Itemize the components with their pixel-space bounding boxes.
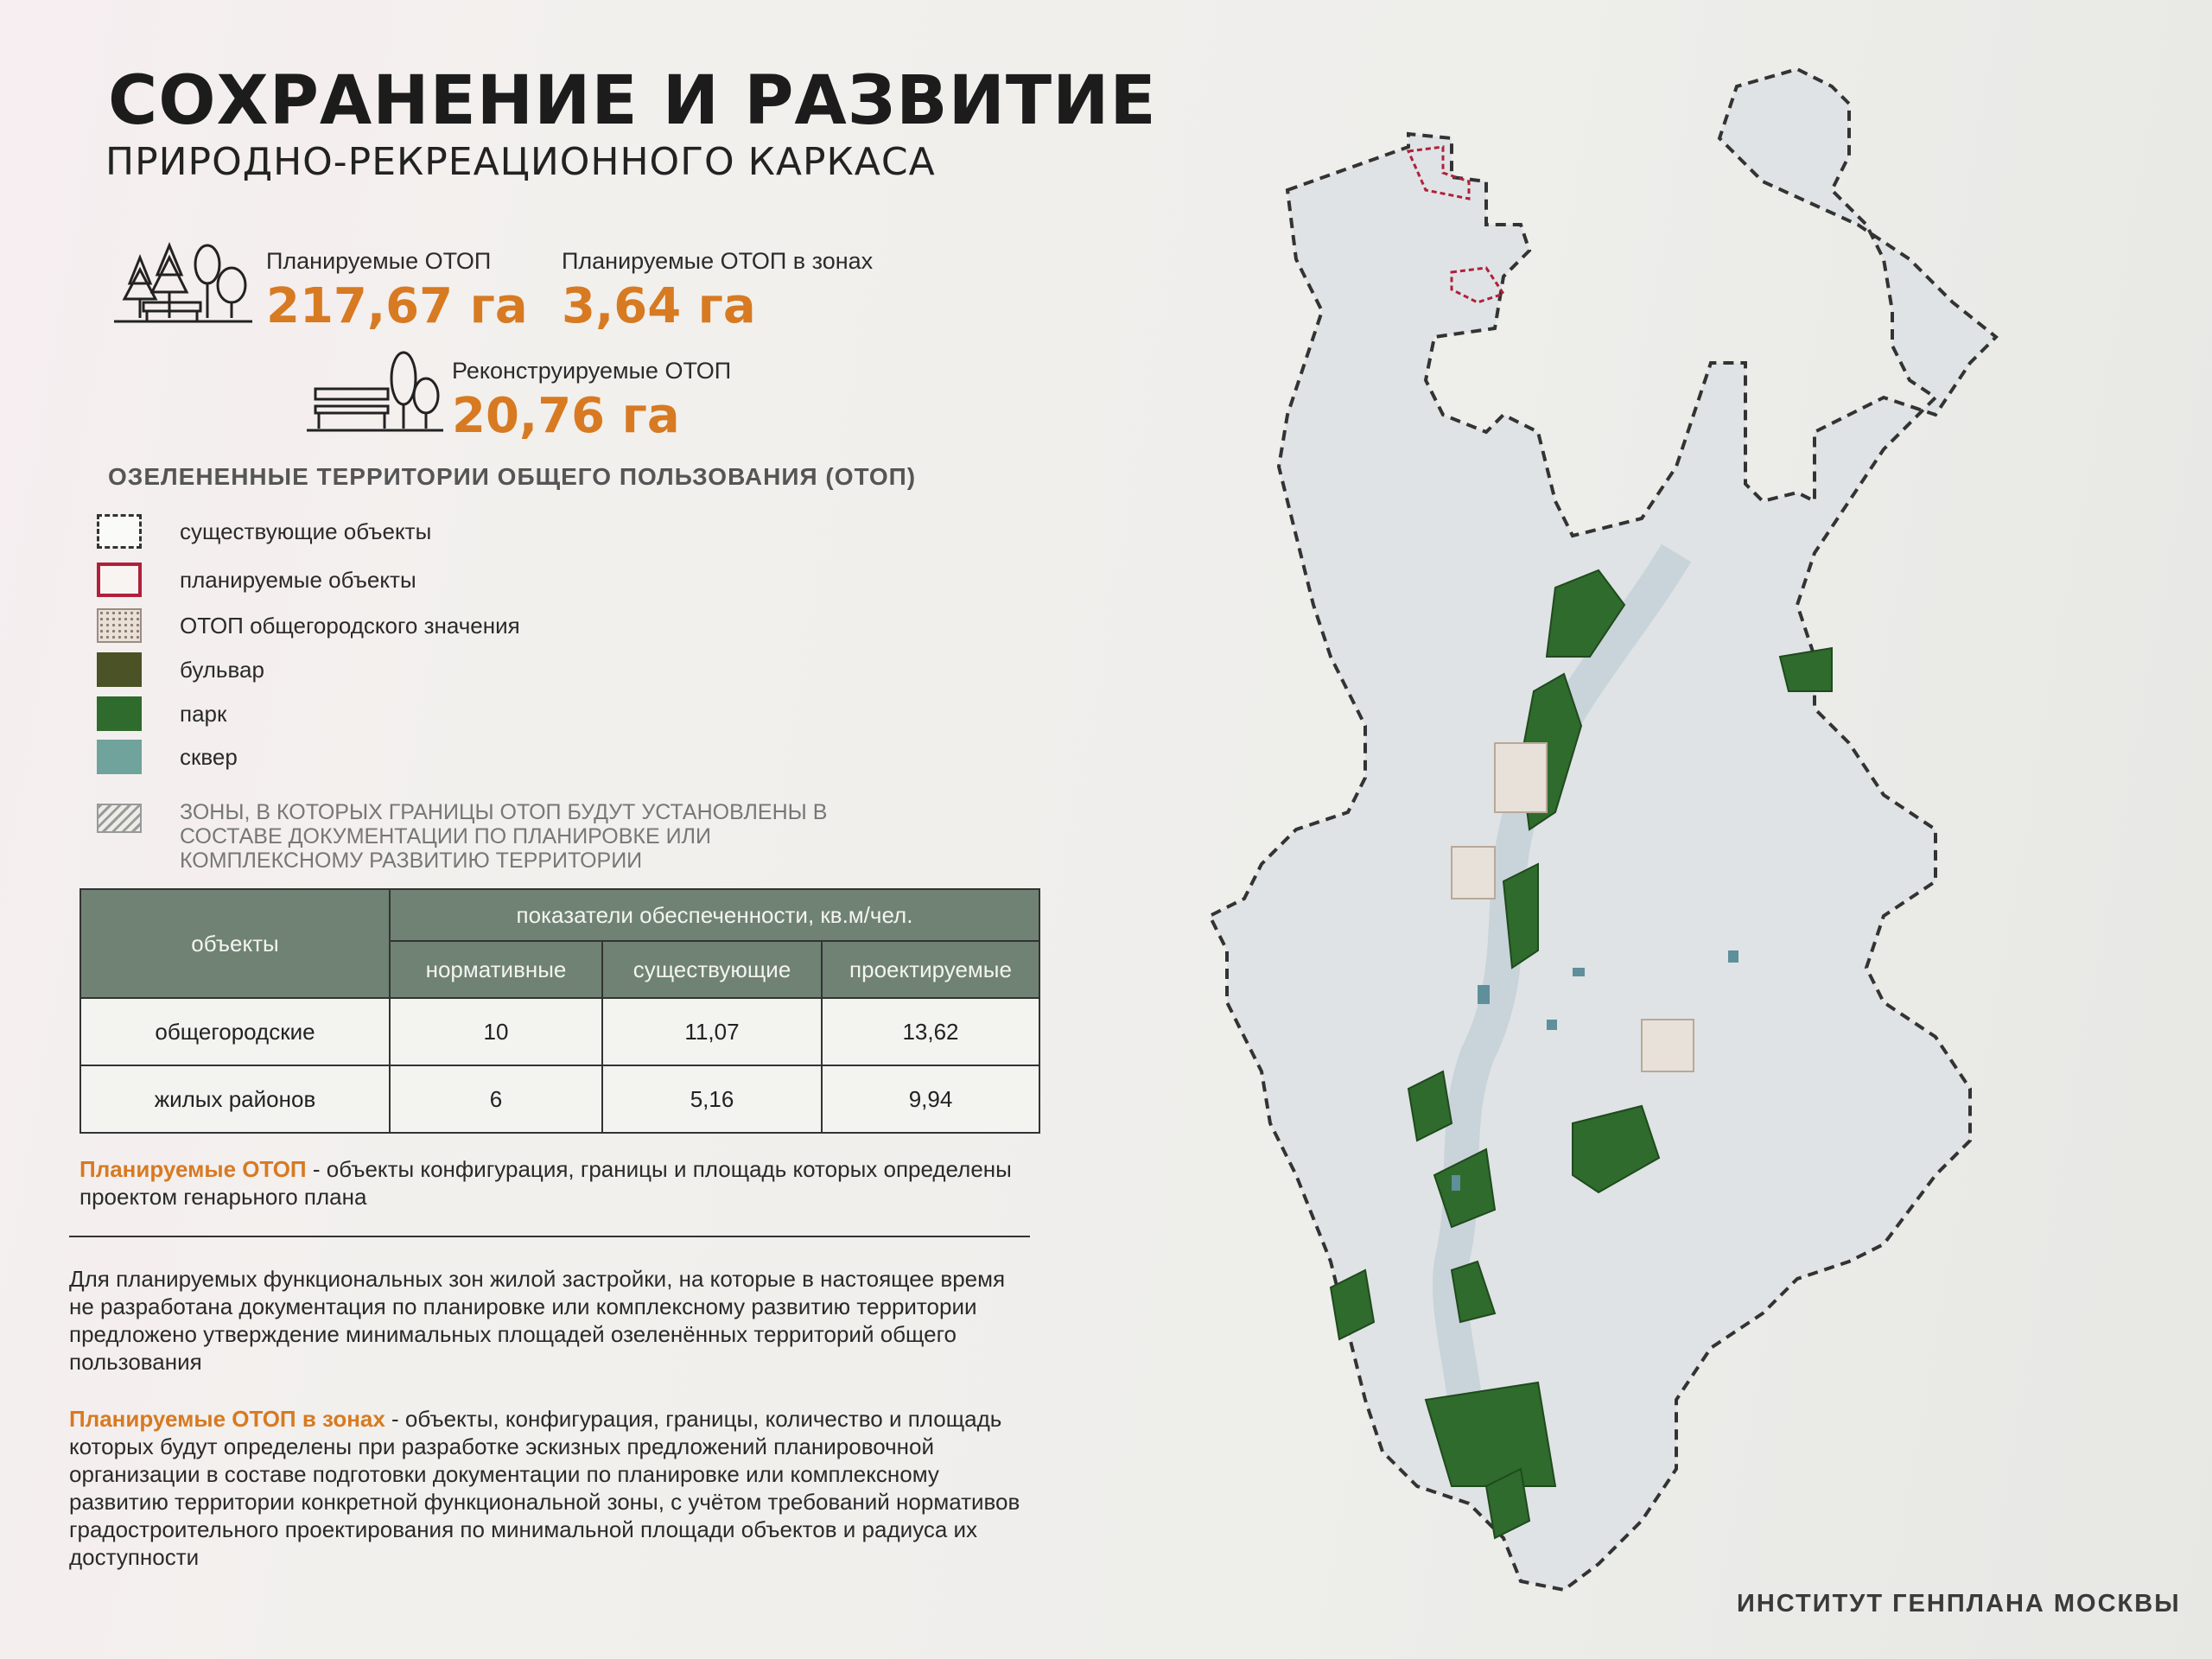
table-cell-normative: 6 <box>390 1065 602 1133</box>
legend-item-citywide <box>97 604 520 647</box>
table-header-existing: существующие <box>602 941 822 998</box>
legend-item-planned <box>97 558 416 601</box>
note-zones-highlight: Планируемые ОТОП в зонах <box>69 1406 385 1432</box>
note-zones <box>69 1405 1028 1571</box>
table-cell-projected: 9,94 <box>822 1065 1039 1133</box>
legend-label-boulevard: бульвар <box>180 656 264 683</box>
institute-name: ИНСТИТУТ ГЕНПЛАНА МОСКВЫ <box>1737 1590 2181 1618</box>
square-area <box>1547 1020 1557 1030</box>
divider <box>69 1236 1030 1237</box>
citywide-area <box>1452 847 1495 899</box>
citywide-area <box>1495 743 1547 812</box>
square-area <box>1728 950 1738 963</box>
stat-planned-value: 217,67 га <box>266 278 528 334</box>
territory-boundary <box>1210 69 1996 1590</box>
legend-label-park: парк <box>180 700 227 727</box>
square-area <box>1478 985 1490 1004</box>
legend-label-existing: существующие объекты <box>180 518 432 544</box>
square-area <box>1573 968 1585 976</box>
legend-swatch-boulevard <box>97 652 142 687</box>
table-cell-existing: 11,07 <box>602 998 822 1065</box>
table-cell-name: общегородские <box>80 998 390 1065</box>
note-planned-highlight: Планируемые ОТОП <box>79 1156 307 1182</box>
table-header-normative: нормативные <box>390 941 602 998</box>
legend-swatch-square <box>97 740 142 774</box>
legend-item-square <box>97 735 238 779</box>
stat-reconstructed-label: Реконструируемые ОТОП <box>452 358 732 384</box>
stat-planned <box>266 248 528 334</box>
table-row <box>80 1065 1039 1133</box>
legend-swatch-planned <box>97 563 142 597</box>
stat-planned-label: Планируемые ОТОП <box>266 248 492 274</box>
legend-swatch-existing <box>97 514 142 549</box>
table-cell-existing: 5,16 <box>602 1065 822 1133</box>
note-residential: Для планируемых функциональных зон жилой застройки, на которые в настоящее время не разработана документация по планировке или комплексному развитию территории предложено утверждение минимальных площадей озеленённых территорий общего пользования <box>69 1266 1006 1375</box>
note-planned-text: - объекты конфигурация, границы и площадь которых определены проектом генарьного плана <box>79 1156 1012 1210</box>
stat-reconstructed <box>452 358 731 444</box>
legend-item-boulevard <box>97 648 264 691</box>
district-map <box>1192 52 2212 1642</box>
table-row <box>80 998 1039 1065</box>
legend-item-zones <box>97 800 888 873</box>
table-cell-name: жилых районов <box>80 1065 390 1133</box>
square-area <box>1452 1175 1460 1191</box>
table-header-projected: проектируемые <box>822 941 1039 998</box>
note-planned <box>79 1155 1030 1211</box>
table-cell-normative: 10 <box>390 998 602 1065</box>
provision-table <box>79 888 1040 1134</box>
legend-swatch-zones <box>97 804 142 833</box>
stat-planned-zones-label: Планируемые ОТОП в зонах <box>562 248 874 274</box>
note-zones-text: - объекты, конфигурация, границы, количество и площадь которых будут определены при разработке эскизных предложений планировочной организации в составе подготовки документации по планировке или комплексному развитию территории конкретной функциональной зоны, с учётом требований нормативов градостроительного проектирования по минимальной площади объектов и радиуса их доступности <box>69 1406 1020 1570</box>
trees-bench-icon <box>112 232 255 328</box>
legend-label-zones: ЗОНЫ, В КОТОРЫХ ГРАНИЦЫ ОТОП БУДУТ УСТАНОВЛЕНЫ В СОСТАВЕ ДОКУМЕНТАЦИИ ПО ПЛАНИРОВКЕ ИЛИ КОМПЛЕКСНОМУ РАЗВИТИЮ ТЕРРИТОРИИ <box>180 800 828 873</box>
legend-title: ОЗЕЛЕНЕННЫЕ ТЕРРИТОРИИ ОБЩЕГО ПОЛЬЗОВАНИЯ (ОТОП) <box>108 463 917 490</box>
stat-planned-zones-value: 3,64 га <box>562 278 756 334</box>
stat-reconstructed-value: 20,76 га <box>452 388 680 444</box>
page-subtitle: ПРИРОДНО-РЕКРЕАЦИОННОГО КАРКАСА <box>105 140 936 184</box>
page-title: СОХРАНЕНИЕ И РАЗВИТИЕ <box>108 62 1157 140</box>
legend-label-planned: планируемые объекты <box>180 566 416 593</box>
citywide-area <box>1642 1020 1694 1071</box>
stat-planned-zones <box>562 248 873 334</box>
park-area <box>1780 648 1832 691</box>
legend-item-existing <box>97 510 431 553</box>
table-cell-projected: 13,62 <box>822 998 1039 1065</box>
legend-label-square: сквер <box>180 743 238 770</box>
bench-tree-icon <box>307 344 445 439</box>
table-header-objects: объекты <box>80 889 390 998</box>
legend-item-park <box>97 692 226 735</box>
legend-swatch-citywide <box>97 608 142 643</box>
legend-label-citywide: ОТОП общегородского значения <box>180 612 520 639</box>
table-header-group: показатели обеспеченности, кв.м/чел. <box>390 889 1039 941</box>
legend-swatch-park <box>97 696 142 731</box>
